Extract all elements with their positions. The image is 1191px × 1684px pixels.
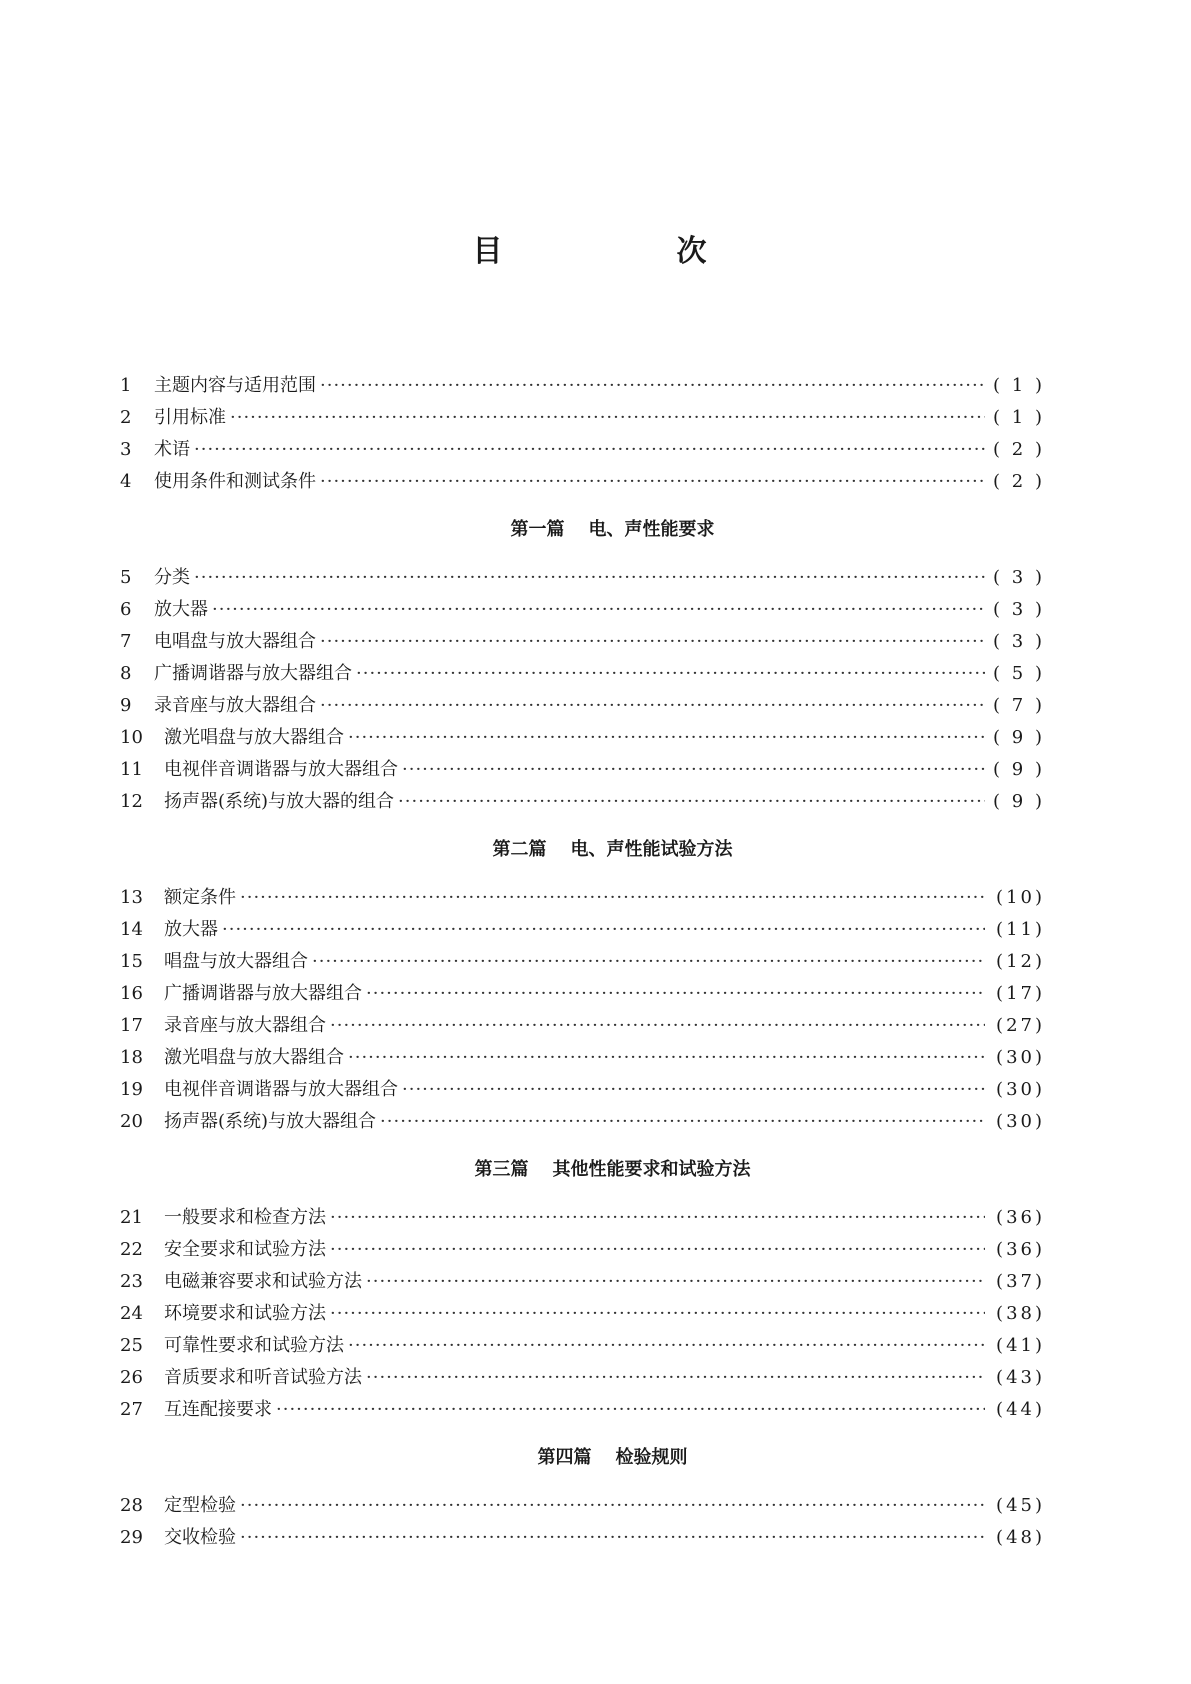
dot-leader (330, 1010, 985, 1042)
toc-entry[interactable] (120, 626, 1045, 658)
toc-entry-number: 13 (120, 887, 143, 908)
toc-entry-number: 23 (120, 1271, 143, 1292)
toc-entry[interactable] (120, 690, 1045, 722)
toc-entry[interactable] (120, 1490, 1045, 1522)
toc-entry-number: 27 (120, 1399, 143, 1420)
dot-leader (212, 594, 985, 626)
toc-entry-label: 定型检验 (164, 1495, 236, 1516)
toc-entry-page: (38) (996, 1303, 1045, 1324)
toc-entry-number: 20 (120, 1111, 143, 1132)
dot-leader (356, 658, 985, 690)
toc-entry[interactable] (120, 754, 1045, 786)
toc-entry-number: 18 (120, 1047, 143, 1068)
toc-entry-label: 电磁兼容要求和试验方法 (164, 1271, 362, 1292)
toc-entry-label: 音质要求和听音试验方法 (164, 1367, 362, 1388)
toc-entry[interactable] (120, 1202, 1045, 1234)
toc-entry[interactable] (120, 466, 1045, 498)
toc-entry-page: (17) (996, 983, 1045, 1004)
toc-entry-number: 2 (120, 407, 132, 428)
toc-entry-number: 11 (120, 759, 143, 780)
dot-leader (330, 1202, 985, 1234)
toc-entry-label: 术语 (154, 439, 190, 460)
toc-entry-number: 12 (120, 791, 143, 812)
toc-entry[interactable] (120, 914, 1045, 946)
toc-entry-number: 14 (120, 919, 143, 940)
toc-entry-page: (27) (996, 1015, 1045, 1036)
dot-leader (402, 754, 985, 786)
toc-entry-label: 录音座与放大器组合 (164, 1015, 326, 1036)
part-heading (120, 1138, 1045, 1202)
toc-entry[interactable] (120, 1010, 1045, 1042)
toc-entry[interactable] (120, 562, 1045, 594)
toc-entry-label: 广播调谐器与放大器组合 (164, 983, 362, 1004)
toc-entry[interactable] (120, 722, 1045, 754)
toc-entry-number: 4 (120, 471, 132, 492)
toc-entry-number: 15 (120, 951, 143, 972)
toc-entry-label: 交收检验 (164, 1527, 236, 1548)
toc-entry-label: 分类 (154, 567, 190, 588)
toc-entry[interactable] (120, 1394, 1045, 1426)
toc-entry[interactable] (120, 1266, 1045, 1298)
toc-entry[interactable] (120, 1074, 1045, 1106)
toc-entry-page: ( 5 ) (993, 663, 1045, 684)
toc-entry-label: 可靠性要求和试验方法 (164, 1335, 344, 1356)
toc-entry-number: 10 (120, 727, 143, 748)
part-title: 其他性能要求和试验方法 (552, 1159, 751, 1180)
dot-leader (366, 978, 985, 1010)
dot-leader (348, 1330, 985, 1362)
toc-entry-page: (30) (996, 1079, 1045, 1100)
toc-entry-number: 22 (120, 1239, 143, 1260)
toc-entry-label: 电视伴音调谐器与放大器组合 (164, 1079, 398, 1100)
dot-leader (366, 1362, 985, 1394)
dot-leader (240, 1522, 985, 1554)
toc-entry[interactable] (120, 946, 1045, 978)
toc-entry-label: 激光唱盘与放大器组合 (164, 727, 344, 748)
toc-entry[interactable] (120, 1362, 1045, 1394)
part-title: 检验规则 (615, 1447, 688, 1468)
toc-entry-number: 16 (120, 983, 143, 1004)
toc-entry-page: (48) (996, 1527, 1045, 1548)
toc-entry-page: ( 7 ) (993, 695, 1045, 716)
toc-entry-label: 扬声器(系统)与放大器的组合 (164, 791, 395, 812)
toc-entry-number: 7 (120, 631, 132, 652)
dot-leader (230, 402, 985, 434)
toc-entry-page: ( 2 ) (993, 439, 1045, 460)
toc-entry[interactable] (120, 434, 1045, 466)
part-title: 电、声性能试验方法 (570, 839, 733, 860)
toc-entry-page: ( 9 ) (993, 727, 1045, 748)
dot-leader (330, 1234, 985, 1266)
toc-entry-label: 电视伴音调谐器与放大器组合 (164, 759, 398, 780)
dot-leader (320, 370, 985, 402)
toc-entry-label: 一般要求和检查方法 (164, 1207, 326, 1228)
toc-entry-number: 24 (120, 1303, 143, 1324)
toc-entry-label: 录音座与放大器组合 (154, 695, 316, 716)
toc-entry[interactable] (120, 1298, 1045, 1330)
toc-entry-page: (36) (996, 1207, 1045, 1228)
toc-entry-page: (11) (996, 919, 1045, 940)
dot-leader (312, 946, 985, 978)
toc-entry-label: 扬声器(系统)与放大器组合 (164, 1111, 377, 1132)
dot-leader (402, 1074, 985, 1106)
toc-entry[interactable] (120, 1234, 1045, 1266)
toc-entry-label: 主题内容与适用范围 (154, 375, 316, 396)
toc-entry-label: 广播调谐器与放大器组合 (154, 663, 352, 684)
toc-entry-number: 19 (120, 1079, 143, 1100)
toc-entry-page: (30) (996, 1111, 1045, 1132)
dot-leader (320, 690, 985, 722)
toc-entry-page: (10) (996, 887, 1045, 908)
part-title: 电、声性能要求 (588, 519, 715, 540)
toc-entry-label: 放大器 (164, 919, 218, 940)
toc-entry-page: ( 3 ) (993, 599, 1045, 620)
table-of-contents (120, 370, 1045, 1554)
toc-entry-number: 5 (120, 567, 132, 588)
toc-entry-page: (43) (996, 1367, 1045, 1388)
toc-entry-page: ( 9 ) (993, 759, 1045, 780)
toc-entry-number: 3 (120, 439, 132, 460)
toc-entry-label: 激光唱盘与放大器组合 (164, 1047, 344, 1068)
toc-entry-label: 电唱盘与放大器组合 (154, 631, 316, 652)
toc-entry-page: (41) (996, 1335, 1045, 1356)
toc-entry-page: ( 1 ) (993, 375, 1045, 396)
page-title: 目 次 (472, 234, 779, 269)
part-heading (120, 498, 1045, 562)
toc-entry[interactable] (120, 1330, 1045, 1362)
part-number: 第一篇 (510, 519, 565, 540)
toc-entry-label: 引用标准 (154, 407, 226, 428)
toc-entry-page: (12) (996, 951, 1045, 972)
toc-entry-number: 8 (120, 663, 132, 684)
toc-entry[interactable] (120, 978, 1045, 1010)
toc-entry-page: (44) (996, 1399, 1045, 1420)
toc-entry-page: ( 3 ) (993, 567, 1045, 588)
toc-entry-page: ( 9 ) (993, 791, 1045, 812)
toc-entry[interactable] (120, 1042, 1045, 1074)
toc-entry-page: ( 1 ) (993, 407, 1045, 428)
toc-entry-label: 放大器 (154, 599, 208, 620)
toc-entry-label: 环境要求和试验方法 (164, 1303, 326, 1324)
dot-leader (276, 1394, 985, 1426)
dot-leader (348, 1042, 985, 1074)
part-number: 第三篇 (474, 1159, 529, 1180)
part-heading (120, 818, 1045, 882)
toc-entry[interactable] (120, 786, 1045, 818)
dot-leader (380, 1106, 985, 1138)
toc-entry[interactable] (120, 370, 1045, 402)
toc-entry[interactable] (120, 882, 1045, 914)
toc-entry-label: 唱盘与放大器组合 (164, 951, 308, 972)
dot-leader (348, 722, 985, 754)
toc-entry-label: 安全要求和试验方法 (164, 1239, 326, 1260)
part-heading (120, 1426, 1045, 1490)
dot-leader (240, 882, 985, 914)
toc-entry[interactable] (120, 1106, 1045, 1138)
dot-leader (366, 1266, 985, 1298)
dot-leader (320, 466, 985, 498)
toc-entry-page: (37) (996, 1271, 1045, 1292)
dot-leader (222, 914, 985, 946)
toc-entry-label: 使用条件和测试条件 (154, 471, 316, 492)
toc-entry[interactable] (120, 658, 1045, 690)
toc-entry-page: (36) (996, 1239, 1045, 1260)
dot-leader (330, 1298, 985, 1330)
toc-entry-number: 28 (120, 1495, 143, 1516)
dot-leader (240, 1490, 985, 1522)
dot-leader (398, 786, 985, 818)
toc-entry-number: 26 (120, 1367, 143, 1388)
toc-entry[interactable] (120, 594, 1045, 626)
toc-entry-number: 17 (120, 1015, 143, 1036)
toc-entry-number: 29 (120, 1527, 143, 1548)
toc-entry-page: (30) (996, 1047, 1045, 1068)
part-number: 第二篇 (492, 839, 547, 860)
toc-entry-number: 6 (120, 599, 132, 620)
toc-entry-number: 1 (120, 375, 132, 396)
toc-entry[interactable] (120, 402, 1045, 434)
toc-entry-page: (45) (996, 1495, 1045, 1516)
toc-entry-label: 互连配接要求 (164, 1399, 272, 1420)
toc-entry-page: ( 2 ) (993, 471, 1045, 492)
toc-entry-page: ( 3 ) (993, 631, 1045, 652)
toc-entry-number: 25 (120, 1335, 143, 1356)
dot-leader (320, 626, 985, 658)
dot-leader (194, 562, 985, 594)
toc-entry-label: 额定条件 (164, 887, 236, 908)
dot-leader (194, 434, 985, 466)
toc-entry-number: 9 (120, 695, 132, 716)
toc-entry-number: 21 (120, 1207, 143, 1228)
toc-entry[interactable] (120, 1522, 1045, 1554)
part-number: 第四篇 (537, 1447, 592, 1468)
